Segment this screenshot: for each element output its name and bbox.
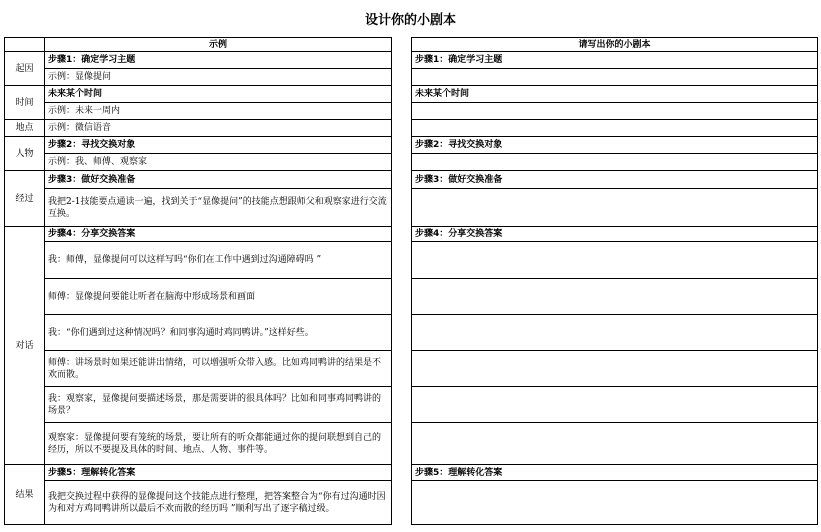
dialogue-line-row — [5, 279, 818, 315]
origin-label: 起因 — [5, 52, 45, 86]
result-step: 步骤5：理解转化答案 — [45, 465, 392, 481]
origin-example: 示例：显像提问 — [45, 69, 392, 86]
dialogue-line: 师傅：显像提问要能让听者在脑海中形成场景和画面 — [45, 279, 392, 315]
origin-example-row — [5, 69, 818, 86]
process-step-row — [5, 171, 818, 189]
people-step: 步骤2：寻找交换对象 — [45, 137, 392, 154]
dialogue-line: 我：师傅，显像提问可以这样写吗“你们在工作中遇到过沟通障碍吗 ” — [45, 242, 392, 279]
dialogue-line-row — [5, 315, 818, 351]
process-example-row — [5, 189, 818, 227]
time-step-row — [5, 86, 818, 103]
result-answer-cell[interactable] — [412, 481, 818, 525]
origin-step-row — [5, 52, 818, 69]
people-answer-cell[interactable] — [412, 154, 818, 171]
people-label: 人物 — [5, 137, 45, 171]
dialogue-line-row — [5, 423, 818, 465]
result-label: 结果 — [5, 465, 45, 525]
time-label: 时间 — [5, 86, 45, 120]
dialogue-line: 观察家：显像提问要有笼统的场景，要让所有的听众都能通过你的提问联想到自己的经历，所以不要提及具体的时间、地点、人物、事件等。 — [45, 423, 392, 465]
dialogue-line: 我：“你们遇到过这种情况吗？和同事沟通时鸡同鸭讲。”这样好些。 — [45, 315, 392, 351]
people-step-row — [5, 137, 818, 154]
process-example: 我把2-1技能要点通读一遍，找到关于“显像提问”的技能点想跟师父和观察家进行交流互换。 — [45, 189, 392, 227]
people-example: 示例：我、师傅、观察家 — [45, 154, 392, 171]
dialogue-answer-cell[interactable] — [412, 279, 818, 315]
process-label: 经过 — [5, 171, 45, 227]
dialogue-right-step: 步骤4：分享交换答案 — [412, 227, 818, 242]
place-row — [5, 120, 818, 137]
time-example: 示例：未来一周内 — [45, 103, 392, 120]
people-example-row — [5, 154, 818, 171]
result-example: 我把交换过程中获得的显像提问这个技能点进行整理，把答案整合为“你有过沟通时因为和对方鸡同鸭讲所以最后不欢而散的经历吗 ”顺利写出了逐字稿过级。 — [45, 481, 392, 525]
process-answer-cell[interactable] — [412, 189, 818, 227]
origin-answer-cell[interactable] — [412, 69, 818, 86]
column-gap — [392, 38, 412, 52]
dialogue-line-row — [5, 387, 818, 423]
dialogue-line: 我：观察家，显像提问要描述场景，那是需要讲的很具体吗？比如和同事鸡同鸭讲的场景？ — [45, 387, 392, 423]
dialogue-line: 师傅：讲场景时如果还能讲出情绪，可以增强听众带入感。比如鸡同鸭讲的结果是不欢而散。 — [45, 351, 392, 387]
header-example: 示例 — [45, 38, 392, 52]
result-example-row — [5, 481, 818, 525]
header-corner — [5, 38, 45, 52]
time-answer-cell[interactable] — [412, 103, 818, 120]
header-yours: 请写出你的小剧本 — [412, 38, 818, 52]
origin-right-step: 步骤1：确定学习主题 — [412, 52, 818, 69]
dialogue-answer-cell[interactable] — [412, 423, 818, 465]
dialogue-answer-cell[interactable] — [412, 315, 818, 351]
time-right-step: 未来某个时间 — [412, 86, 818, 103]
result-right-step: 步骤5：理解转化答案 — [412, 465, 818, 481]
dialogue-answer-cell[interactable] — [412, 242, 818, 279]
dialogue-answer-cell[interactable] — [412, 387, 818, 423]
time-example-row — [5, 103, 818, 120]
script-table — [4, 37, 818, 525]
place-answer-cell[interactable] — [412, 120, 818, 137]
result-step-row — [5, 465, 818, 481]
dialogue-step-row — [5, 227, 818, 242]
dialogue-line-row — [5, 351, 818, 387]
dialogue-answer-cell[interactable] — [412, 351, 818, 387]
origin-step: 步骤1：确定学习主题 — [45, 52, 392, 69]
place-label: 地点 — [5, 120, 45, 137]
process-step: 步骤3：做好交换准备 — [45, 171, 392, 189]
place-example: 示例：微信语音 — [45, 120, 392, 137]
time-step: 未来某个时间 — [45, 86, 392, 103]
dialogue-label: 对话 — [5, 227, 45, 465]
header-row — [5, 38, 818, 52]
people-right-step: 步骤2：寻找交换对象 — [412, 137, 818, 154]
dialogue-step: 步骤4：分享交换答案 — [45, 227, 392, 242]
page-title: 设计你的小剧本 — [364, 13, 456, 28]
dialogue-line-row — [5, 242, 818, 279]
process-right-step: 步骤3：做好交换准备 — [412, 171, 818, 189]
